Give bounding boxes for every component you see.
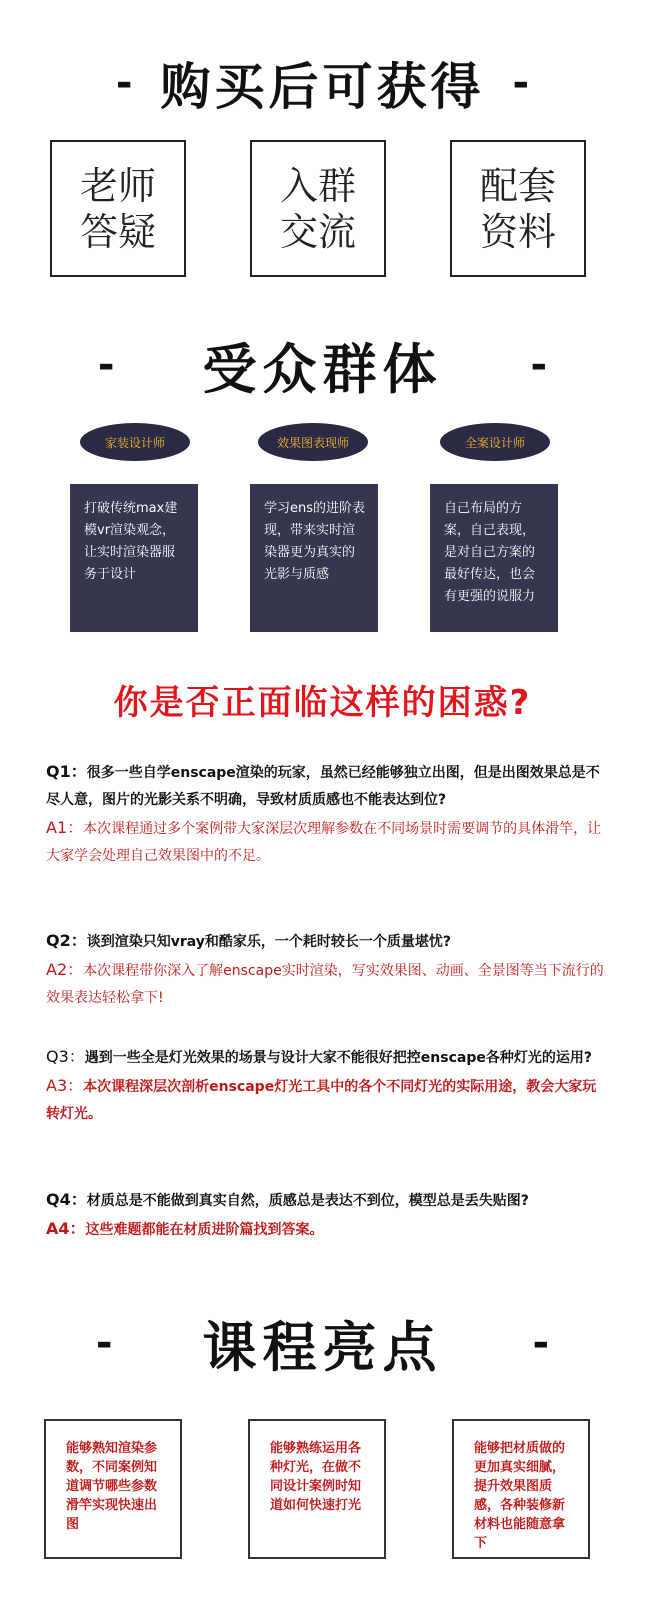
answer-label: A4： <box>46 1219 86 1238</box>
benefit-line: 老师 <box>79 163 156 208</box>
question-text <box>46 1186 606 1215</box>
highlight-box: 能够把材质做的更加真实细腻，提升效果图质感，各种装修新材料也能随意拿下 <box>452 1419 590 1559</box>
answer-text <box>46 814 606 870</box>
question-body: 材质总是不能做到真实自然，质感总是表达不到位，模型总是丢失贴图? <box>86 1193 529 1209</box>
benefit-box-materials <box>450 140 586 277</box>
answer-label: A3： <box>46 1076 84 1095</box>
question-label: Q1： <box>46 762 87 781</box>
audience-role-badge: 效果图表现师 <box>258 423 368 461</box>
question-label: Q4： <box>46 1190 87 1209</box>
benefit-line: 交流 <box>279 209 356 254</box>
answer-text <box>46 1072 606 1128</box>
qa-item-4 <box>46 1186 606 1244</box>
heading-dash-right: - <box>532 1320 550 1366</box>
audience-desc-box: 学习ens的进阶表现，带来实时渲染器更为真实的光影与质感 <box>250 484 378 632</box>
qa-item-3 <box>46 1043 606 1128</box>
section-heading-highlights <box>0 1306 645 1380</box>
answer-label: A2： <box>46 960 84 979</box>
heading-title: 受众群体 <box>202 337 443 401</box>
question-text <box>46 927 606 956</box>
benefit-line: 答疑 <box>79 209 156 254</box>
question-label: Q3： <box>46 1047 85 1066</box>
answer-body: 本次课程通过多个案例带大家深层次理解参数在不同场景时需要调节的具体滑竿，让大家学会处理自己效果图中的不足。 <box>46 821 602 864</box>
heading-dash-right: - <box>530 342 548 388</box>
benefit-line: 入群 <box>279 163 356 208</box>
answer-body: 本次课程带你深入了解enscape实时渲染，写实效果图、动画、全景图等当下流行的效果表达轻松拿下! <box>46 963 604 1006</box>
question-label: Q2： <box>46 931 87 950</box>
section-heading-benefits <box>0 48 645 118</box>
answer-body: 本次课程深层次剖析enscape灯光工具中的各个不同灯光的实际用途，教会大家玩转灯光。 <box>46 1079 597 1122</box>
heading-dash-right: - <box>512 60 530 106</box>
heading-title: 课程亮点 <box>202 1315 443 1379</box>
section-heading-audience <box>0 328 645 402</box>
heading-dash-left: - <box>97 342 115 388</box>
highlight-box: 能够熟知渲染参数，不同案例知道调节哪些参数滑竿实现快速出图 <box>44 1419 182 1559</box>
audience-role-badge: 全案设计师 <box>440 423 550 461</box>
question-body: 遇到一些全是灯光效果的场景与设计大家不能很好把控enscape各种灯光的运用? <box>84 1050 592 1066</box>
benefit-box-teacher <box>50 140 186 277</box>
audience-desc-box: 打破传统max建模vr渲染观念，让实时渲染器服务于设计 <box>70 484 198 632</box>
benefit-box-group <box>250 140 386 277</box>
question-body: 很多一些自学enscape渲染的玩家，虽然已经能够独立出图，但是出图效果总是不尽人意，图片的光影关系不明确，导致材质质感也不能表达到位? <box>46 765 600 808</box>
answer-label: A1： <box>46 818 84 837</box>
answer-body: 这些难题都能在材质进阶篇找到答案。 <box>85 1222 324 1238</box>
heading-title: 购买后可获得 <box>160 58 485 116</box>
qa-item-1 <box>46 758 606 870</box>
answer-text <box>46 956 606 1012</box>
question-text <box>46 1043 606 1072</box>
benefit-line: 配套 <box>479 163 556 208</box>
benefit-line: 资料 <box>479 209 556 254</box>
heading-dash-left: - <box>115 60 133 106</box>
answer-text <box>46 1215 606 1244</box>
heading-dash-left: - <box>95 1320 113 1366</box>
question-text <box>46 758 606 814</box>
qa-item-2 <box>46 927 606 1012</box>
question-title: 你是否正面临这样的困惑? <box>113 683 532 723</box>
question-body: 谈到渲染只知vray和酷家乐，一个耗时较长一个质量堪忧? <box>86 934 452 950</box>
highlight-box: 能够熟练运用各种灯光，在做不同设计案例时知道如何快速打光 <box>248 1419 386 1559</box>
audience-role-badge: 家装设计师 <box>80 423 190 461</box>
audience-desc-box: 自己布局的方案，自己表现，是对自己方案的最好传达，也会有更强的说服力 <box>430 484 558 632</box>
